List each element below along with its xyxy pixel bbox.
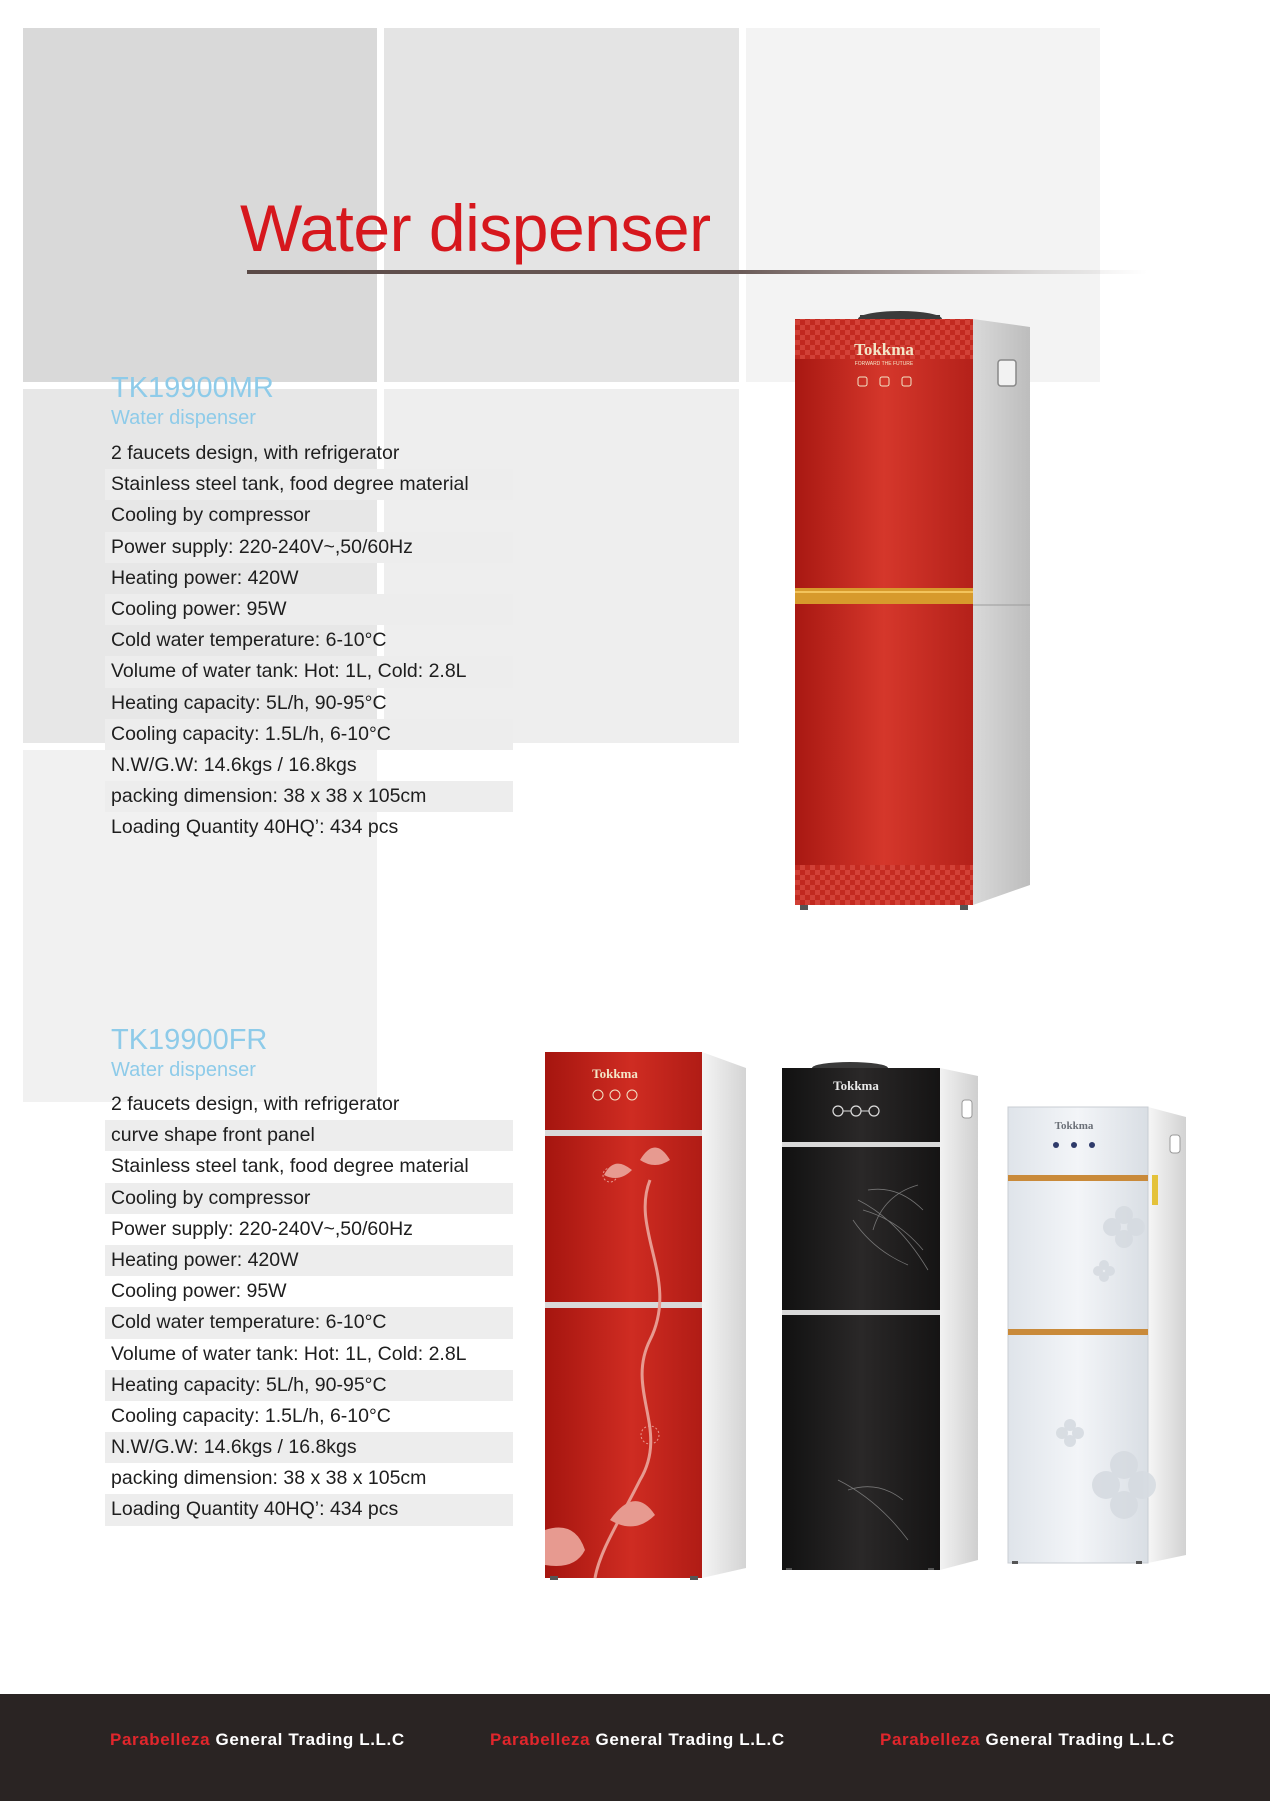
spec-item: Cold water temperature: 6-10°C [105, 1307, 513, 1338]
svg-text:Tokkma: Tokkma [833, 1078, 879, 1093]
spec-item: Power supply: 220-240V~,50/60Hz [111, 1217, 413, 1240]
spec-item: Cooling power: 95W [111, 1280, 287, 1303]
footer-company-name [110, 1730, 405, 1750]
spec-item: Heating power: 420W [105, 1245, 513, 1276]
spec-item: Cooling by compressor [111, 504, 311, 527]
footer-company-suffix: General Trading L.L.C [590, 1730, 785, 1749]
svg-text:Tokkma: Tokkma [1054, 1120, 1094, 1132]
spec-item: Power supply: 220-240V~,50/60Hz [105, 532, 513, 563]
svg-text:FORWARD THE FUTURE: FORWARD THE FUTURE [854, 361, 914, 367]
spec-item: Stainless steel tank, food degree material [105, 469, 513, 500]
spec-list [105, 438, 513, 843]
spec-item: curve shape front panel [105, 1120, 513, 1151]
spec-item: packing dimension: 38 x 38 x 105cm [105, 781, 513, 812]
spec-item: Cooling capacity: 1.5L/h, 6-10°C [105, 719, 513, 750]
page-title: Water dispenser [240, 191, 711, 265]
footer-brand: Parabelleza [880, 1730, 981, 1749]
spec-item: Stainless steel tank, food degree material [111, 1155, 469, 1178]
spec-item: Volume of water tank: Hot: 1L, Cold: 2.8L [105, 656, 513, 687]
product-image-white-dispenser [1004, 1105, 1194, 1565]
product-image-black-dispenser [778, 1060, 983, 1570]
spec-item: Heating capacity: 5L/h, 90-95°C [111, 691, 387, 714]
spec-item: Cooling capacity: 1.5L/h, 6-10°C [111, 1404, 391, 1427]
footer-company-name [880, 1730, 1175, 1750]
footer-bar [0, 1694, 1270, 1801]
footer-company-suffix: General Trading L.L.C [210, 1730, 405, 1749]
svg-text:Tokkma: Tokkma [592, 1066, 638, 1081]
product-image-red-floral-dispenser [540, 1050, 750, 1580]
product-image-red-dispenser [790, 305, 1030, 915]
spec-item: Cooling power: 95W [105, 594, 513, 625]
footer-company-suffix: General Trading L.L.C [980, 1730, 1175, 1749]
spec-item: Loading Quantity 40HQ’: 434 pcs [111, 816, 399, 839]
product-model: TK19900MR [111, 372, 274, 404]
spec-item: Cooling by compressor [105, 1183, 513, 1214]
product-model: TK19900FR [111, 1024, 268, 1056]
title-divider [247, 270, 1147, 274]
product-subtitle: Water dispenser [111, 407, 256, 429]
spec-list [105, 1089, 513, 1526]
spec-item: 2 faucets design, with refrigerator [111, 1093, 400, 1115]
spec-item: Volume of water tank: Hot: 1L, Cold: 2.8L [111, 1342, 467, 1365]
spec-item: Cold water temperature: 6-10°C [111, 629, 387, 652]
spec-item: N.W/G.W: 14.6kgs / 16.8kgs [111, 753, 357, 776]
product-subtitle: Water dispenser [111, 1059, 256, 1081]
spec-item: 2 faucets design, with refrigerator [111, 442, 400, 464]
spec-item: Loading Quantity 40HQ’: 434 pcs [105, 1494, 513, 1525]
brand-logo: Tokkma [854, 340, 914, 359]
spec-item: Heating power: 420W [111, 566, 299, 589]
spec-item: packing dimension: 38 x 38 x 105cm [111, 1467, 427, 1490]
footer-company-name [490, 1730, 785, 1750]
footer-brand: Parabelleza [110, 1730, 211, 1749]
spec-item: Heating capacity: 5L/h, 90-95°C [105, 1370, 513, 1401]
spec-item: N.W/G.W: 14.6kgs / 16.8kgs [105, 1432, 513, 1463]
footer-brand: Parabelleza [490, 1730, 591, 1749]
